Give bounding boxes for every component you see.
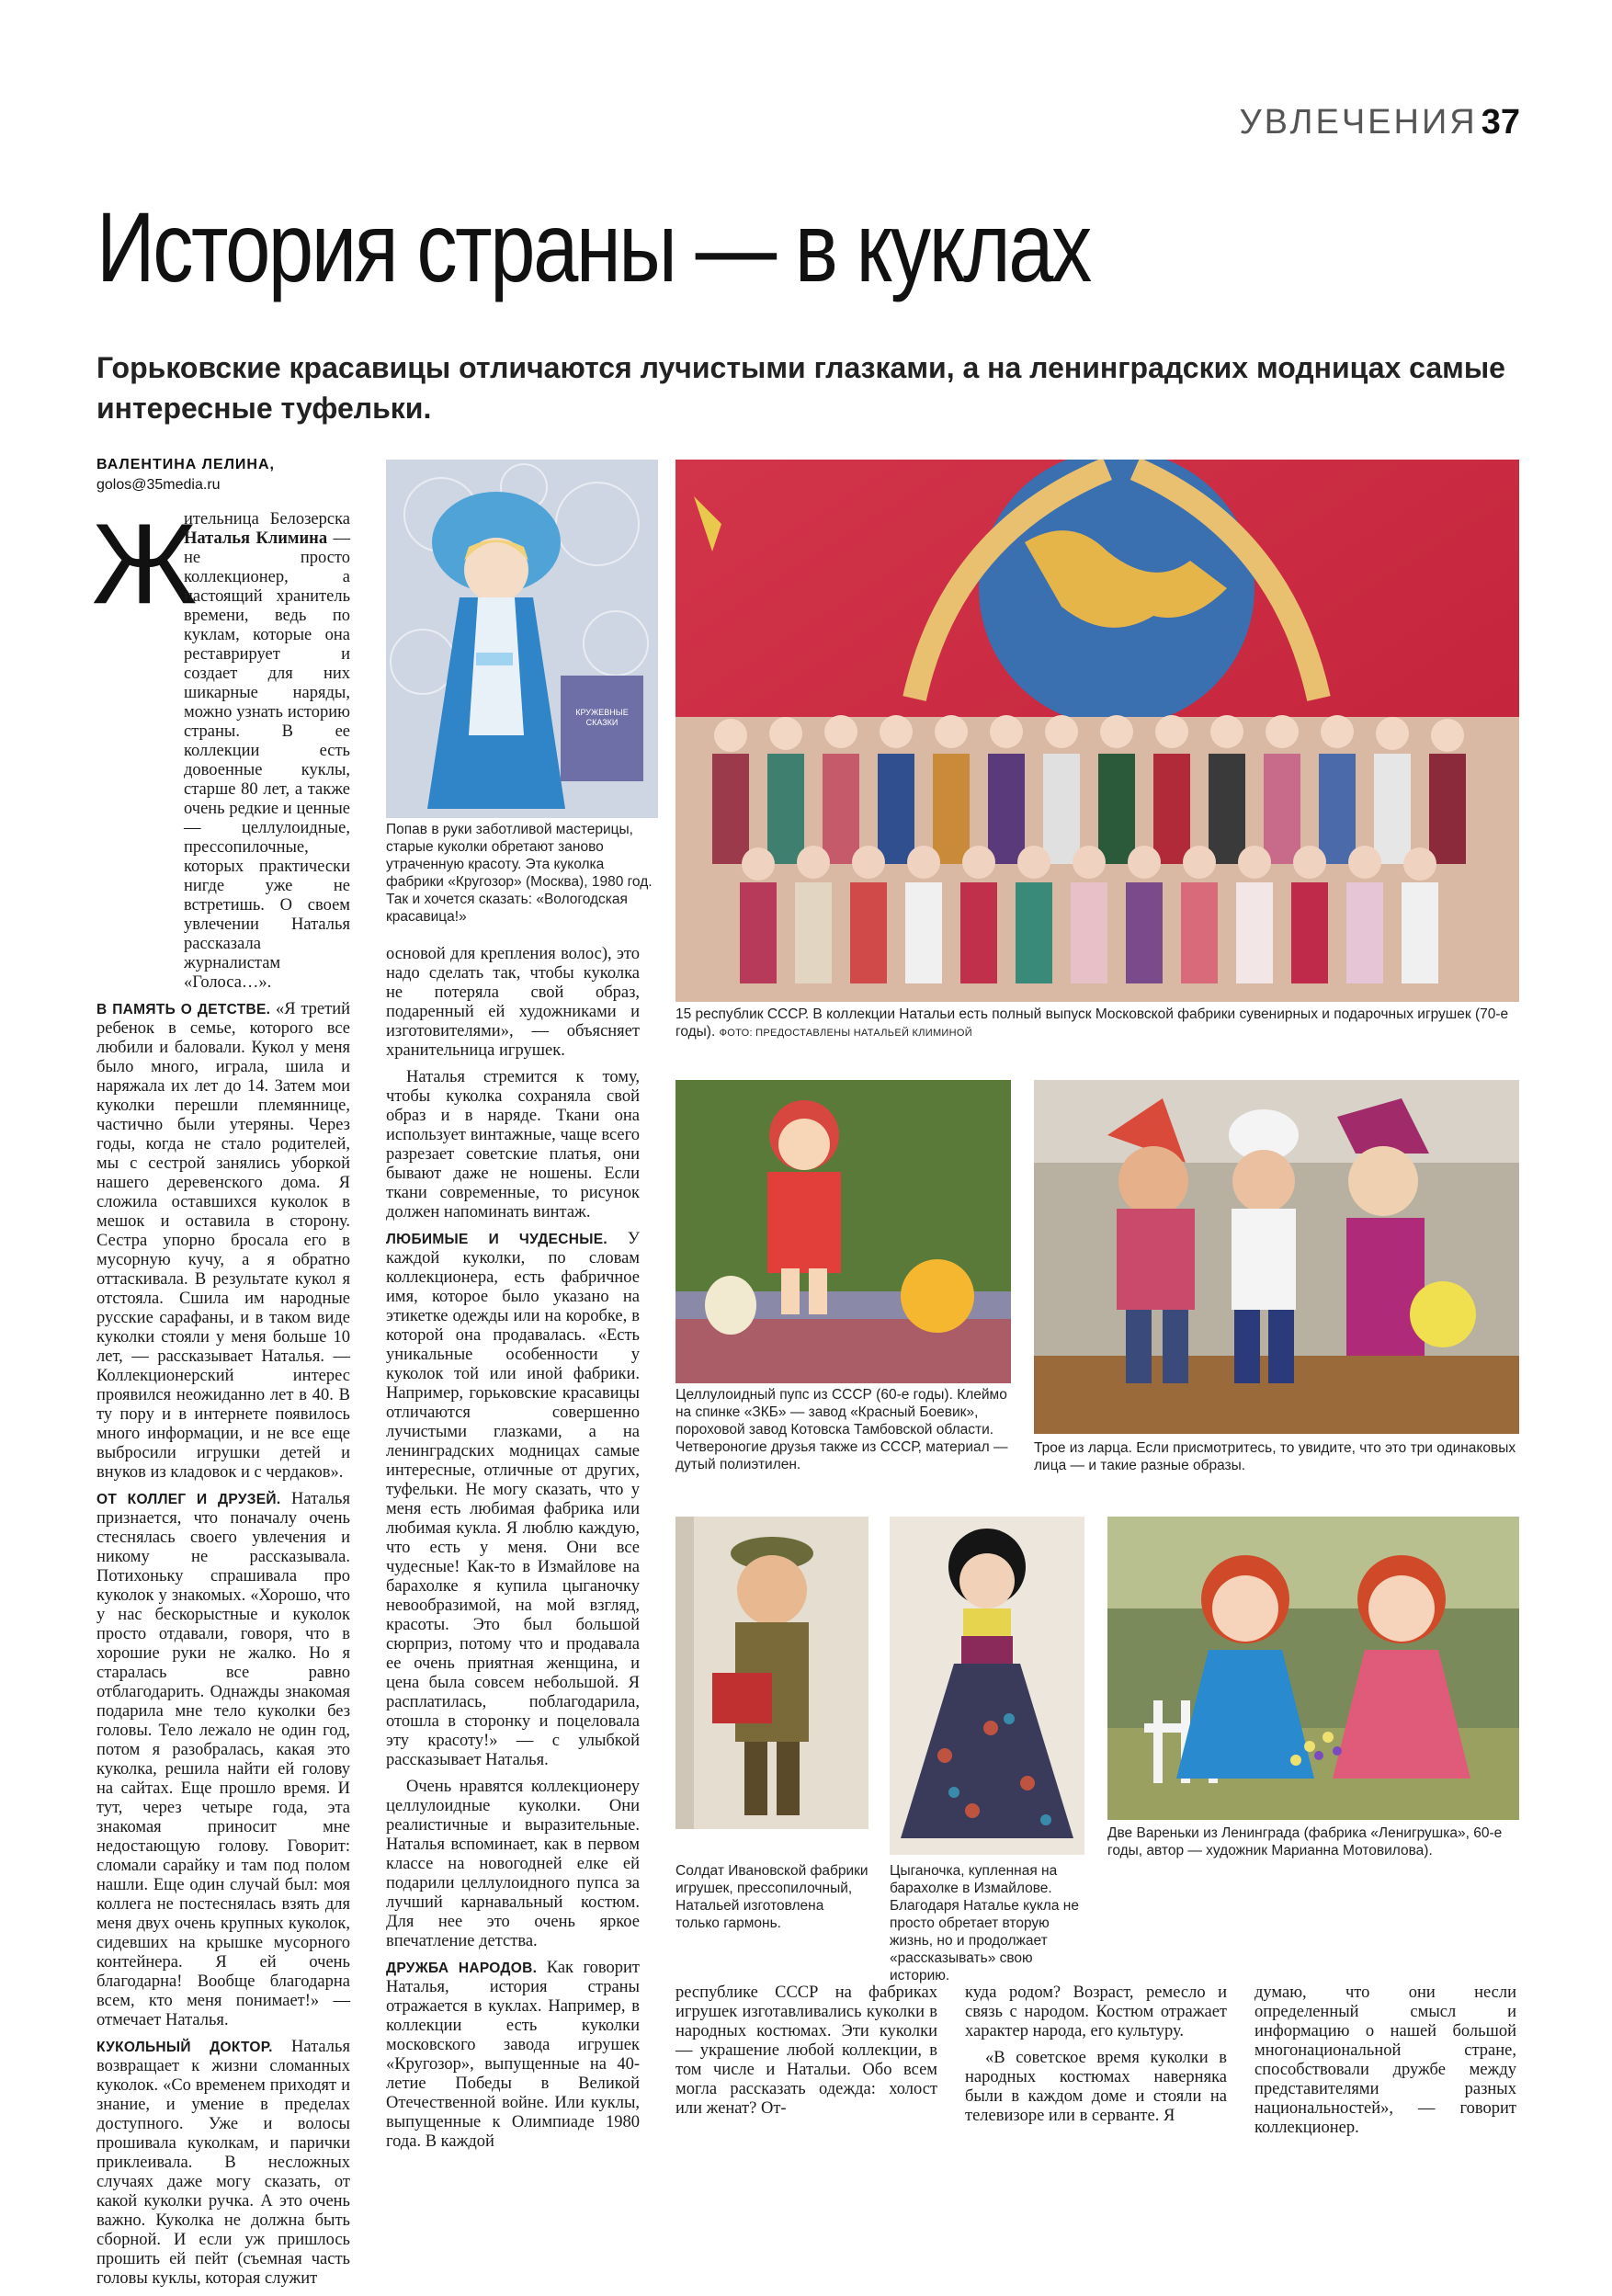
subhead: Горьковские красавицы отличаются лучистыми глазками, а на ленинградских модницах самые интересные туфельки. <box>96 351 1505 425</box>
caption-photo-2 <box>675 1006 1519 1042</box>
photo-doll-blue-sarafan <box>386 460 658 818</box>
article-column-1 <box>96 510 350 2296</box>
section-paragraph <box>96 1000 350 1483</box>
intro-name: Наталья Климина <box>184 529 328 548</box>
paragraph: думаю, что они несли определенный смысл и информацию о нашей большой многонациональной стране, способствовали дружбе между представителями разных национальностей», — говорит коллекционер. <box>1254 1983 1516 2137</box>
article-column-2 <box>386 945 640 2159</box>
caption-text: 15 республик СССР. В коллекции Натальи есть полный выпуск Московской фабрики сувенирных и подарочных игрушек (70-е годы). <box>675 1006 1509 1040</box>
paragraph: основой для крепления волос), это надо сделать так, чтобы куколка не потеряла свой образ, подаренный ей художниками и изготовителями», — объясняет хранительница игрушек. <box>386 945 640 1060</box>
photo-two-varenkas <box>1107 1517 1519 1820</box>
photo-15-republics <box>675 460 1519 1002</box>
article-column-5 <box>1254 1983 1516 2145</box>
photo-gypsy-doll <box>890 1517 1084 1855</box>
section-label: УВЛЕЧЕНИЯ <box>1239 103 1478 142</box>
section-text: Наталья возвращает к жизни сломанных куколок. «Со временем приходят и знание, и умение в пределах доступного. Уже и волосы прошивала куколкам, и парички приклеивала. В несложных случаях даже могу сказать, от какой куколки ручка. А это очень важно. Куколка не должна быть сборной. И если уж пришлось прошить ей пейт (съемная часть головы куклы, которая служит <box>96 2038 350 2288</box>
article-column-3 <box>675 1983 937 2126</box>
section-paragraph <box>96 1490 350 2030</box>
page-number: 37 <box>1481 103 1520 142</box>
intro-rest: — не просто коллекционер, а настоящий хранитель времени, ведь по куклам, которые она реставрирует и создает для них шикарные наряды, можно узнать историю страны. В ее коллекции есть довоенные куклы, старше 80 лет, а также очень редкие и ценные — целлулоидные, прессопилочные, которых практически нигде уже не встретишь. О своем увлечении Наталья рассказала журналистам «Голоса…». <box>184 529 350 992</box>
caption-photo-3: Целлулоидный пупс из СССР (60-е годы). Клеймо на спинке «ЗКБ» — завод «Красный Боевик», пороховой завод Котовска Тамбовской области. Четвероногие друзья также из СССР, материал — дутый полиэтилен. <box>675 1387 1008 1472</box>
section-paragraph <box>96 2038 350 2289</box>
byline-email: golos@35media.ru <box>96 477 221 493</box>
photo-three-dolls <box>1034 1080 1519 1434</box>
paragraph: «В советское время куколки в народных костюмах наверняка были в каждом доме и стояли на телевизоре или в серванте. Я <box>965 2049 1227 2125</box>
section-heading: В ПАМЯТЬ О ДЕТСТВЕ. <box>96 1002 271 1017</box>
caption-photo-6: Цыганочка, купленная на барахолке в Измайлове. Благодаря Наталье кукла не просто обретает вторую жизнь, но и продолжает «рассказывать» свою историю. <box>890 1863 1079 1983</box>
section-paragraph <box>386 1959 640 2152</box>
byline-author: ВАЛЕНТИНА ЛЕЛИНА, <box>96 457 275 472</box>
section-heading: ДРУЖБА НАРОДОВ. <box>386 1961 538 1976</box>
drop-cap: Ж <box>92 501 198 628</box>
paragraph: куда родом? Возраст, ремесло и связь с народом. Костюм отражает характер народа, его культуру. <box>965 1983 1227 2040</box>
section-text: У каждой куколки, по словам коллекционера, есть фабричное имя, которое было указано на этикетке одежды или на коробке, в которой она продавалась. «Есть уникальные особенности у куколок той или иной фабрики. Например, горьковские красавицы отличаются совершенно лучистыми глазками, а на ленинградских модницах самые интересные, отличные от других, туфельки. Не могу сказать, что у меня есть любимая фабрика или любимая кукла. Я люблю каждую, что есть у меня. Они все чудесные! Как-то в Измайлове на барахолке я купила цыганочку невообразимой, на мой взгляд, красоты. Это был большой сюрприз, потому что и продавала ее очень приятная женщина, и цена была совсем небольшой. Я расплатилась, поблагодарила, отошла в сторонку и поцеловала эту красоту!» — с улыбкой рассказывает Наталья. <box>386 1230 640 1769</box>
section-heading: ЛЮБИМЫЕ И ЧУДЕСНЫЕ. <box>386 1232 607 1247</box>
section-heading: КУКОЛЬНЫЙ ДОКТОР. <box>96 2040 273 2055</box>
section-text: «Я третий ребенок в семье, которого все любили и баловали. Кукол у меня было много, играла, шила и наряжала их лет до 14. Затем мои куколки перешли племяннице, частично были утеряны. Через годы, когда не стало родителей, мы с сестрой занялись уборкой нашего деревенского дома. Я сложила оставшихся куколок в мешок и оставила в сторону. Сестра упорно бросала его в мусорную кучу, а я обратно оттаскивала. В результате кукол я отстояла. Сшила им народные русские сарафаны, и в таком виде куколки стояли у меня больше 10 лет, — рассказывает Наталья. — Коллекционерский интерес проявился неожиданно лет в 40. В ту пору и в интернете появилось много информации, и не все еще выбросили игрушки детей и внуков из кладовок и с чердаков». <box>96 1000 350 1482</box>
intro-lead: ительница Белозерска <box>184 510 350 529</box>
intro-paragraph <box>184 510 350 993</box>
section-text: Как говорит Наталья, история страны отражается в куклах. Например, в коллекции есть куколки московского завода игрушек «Кругозор», выпущенные на 40-летие Победы в Великой Отечественной войне. Или куклы, выпущенные к Олимпиаде 1980 года. В каждой <box>386 1959 640 2151</box>
paragraph: республике СССР на фабриках игрушек изготавливались куколки в народных костюмах. Эти куколки — украшение любой коллекции, в том числе и Натальи. Обо всем могла рассказать одежда: холост или женат? От- <box>675 1983 937 2118</box>
headline: История страны — в куклах <box>96 191 1090 302</box>
caption-photo-5: Солдат Ивановской фабрики игрушек, прессопилочный, Натальей изготовлена только гармонь. <box>675 1863 868 1931</box>
caption-photo-4: Трое из ларца. Если присмотритесь, то увидите, что это три одинаковых лица — и такие разные образы. <box>1034 1440 1516 1473</box>
photo-soldier-doll <box>675 1517 868 1829</box>
section-text: Наталья признается, что поначалу очень стеснялась своего увлечения и никому не рассказывала. Потихоньку спрашивала про куколок у знакомых. «Хорошо, что у нас бескорыстные и куколок просто отдавали, говоря, что в хорошие руки не жалко. Но я старалась все равно отблагодарить. Однажды знакомая подарила мне тело куколки без головы. Тело лежало не один год, потом я разобралась, какая это куколка, решила найти ей голову на сайтах. Еще прошло время. И тут, через четыре года, эта знакомая приносит мне недостающую голову. Говорит: сломали сарайку и там под полом нашли. Еще один случай был: моя коллега не постеснялась взять для меня двух очень крупных куколок, сидевших на крышке мусорного контейнера. Я ей очень благодарна! Вообще благодарна всем, кто меня понимает!» — отмечает Наталья. <box>96 1490 350 2029</box>
photo-credit: ФОТО: ПРЕДОСТАВЛЕНЫ НАТАЛЬЕЙ КЛИМИНОЙ <box>719 1028 972 1039</box>
photo-celluloid-doll <box>675 1080 1011 1383</box>
article-column-4 <box>965 1983 1227 2133</box>
paragraph: Наталья стремится к тому, чтобы куколка сохраняла свой образ и в наряде. Ткани она использует винтажные, чаще всего разрезает советские платья, они бывают даже не ношены. Если ткани современные, то рисунок должен напоминать винтаж. <box>386 1068 640 1222</box>
section-header <box>1240 103 1521 142</box>
paragraph: Очень нравятся коллекционеру целлулоидные куколки. Они реалистичные и выразительные. Наталья вспоминает, как в первом классе на новогодней елке ей подарили целлулоидного пупса за лучший карнавальный костюм. Для нее это очень яркое впечатление детства. <box>386 1778 640 1950</box>
caption-photo-1: Попав в руки заботливой мастерицы, старые куколки обретают заново утраченную красоту. Эта куколка фабрики «Кругозор» (Москва), 1980 год. Так и хочется сказать: «Вологодская красавица!» <box>386 822 653 925</box>
book-title: КРУЖЕВНЫЕ СКАЗКИ <box>575 708 629 727</box>
section-heading: ОТ КОЛЛЕГ И ДРУЗЕЙ. <box>96 1492 281 1507</box>
caption-photo-7: Две Вареньки из Ленинграда (фабрика «Ленигрушка», 60-е годы, автор — художник Марианна Мотовилова). <box>1107 1825 1503 1858</box>
section-paragraph <box>386 1230 640 1770</box>
